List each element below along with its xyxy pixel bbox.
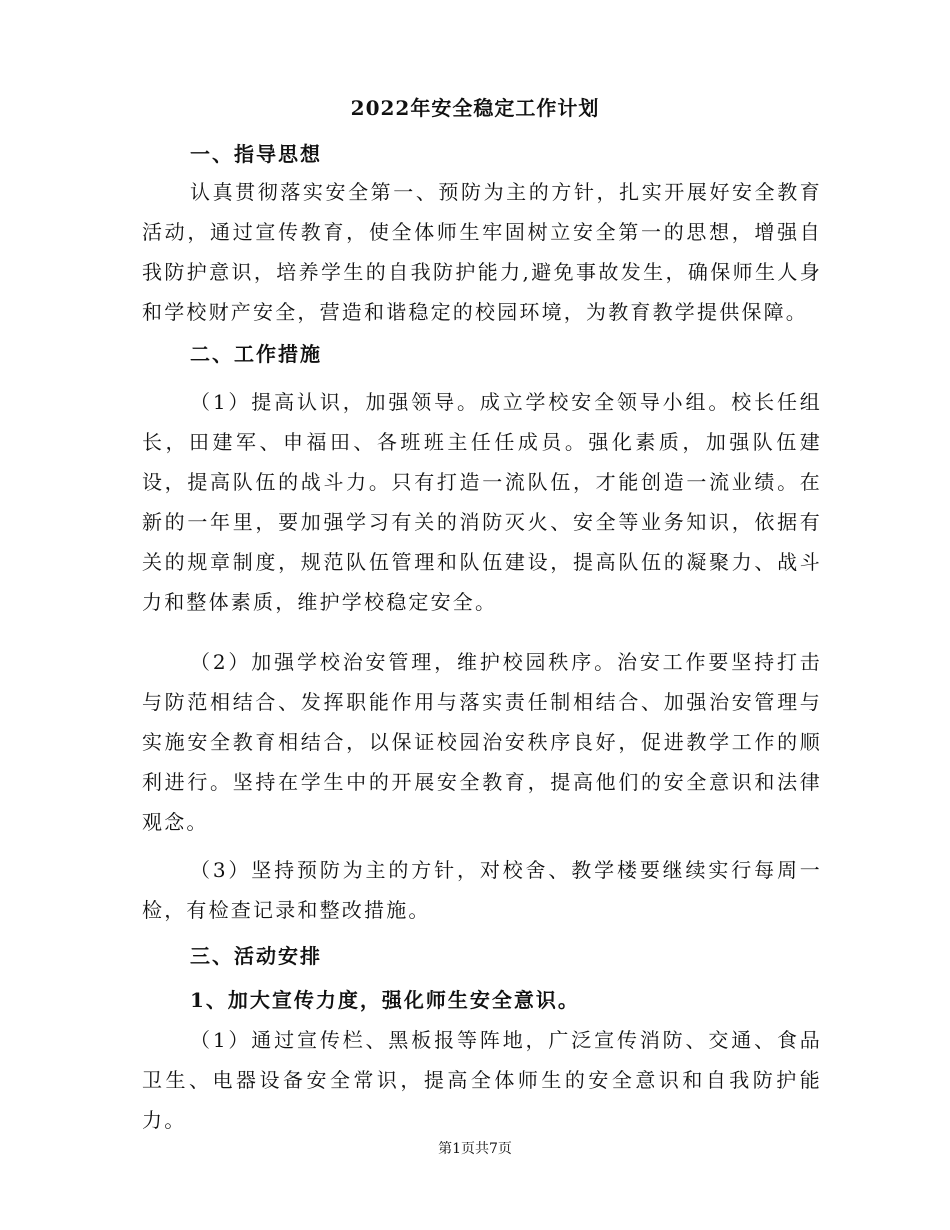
page-footer: 第1页共7页	[438, 1141, 512, 1157]
section-heading-guiding-ideology: 一、指导思想	[190, 142, 322, 166]
paragraph-measure-3: （3）坚持预防为主的方针，对校舍、教学楼要继续实行每周一检，有检查记录和整改措施。	[142, 858, 822, 922]
paragraph-measure-2: （2）加强学校治安管理，维护校园秩序。治安工作要坚持打击与防范相结合、发挥职能作用与落实责任制相结合、加强治安管理与实施安全教育相结合，以保证校园治安秩序良好，促进教学工作的顺利进行。坚持在学生中的开展安全教育，提高他们的安全意识和法律观念。	[142, 650, 822, 834]
section-heading-work-measures: 二、工作措施	[190, 342, 322, 366]
paragraph-guiding-ideology: 认真贯彻落实安全第一、预防为主的方针，扎实开展好安全教育活动，通过宣传教育，使全体师生牢固树立安全第一的思想，增强自我防护意识，培养学生的自我防护能力,避免事故发生，确保师生人身和学校财产安全，营造和谐稳定的校园环境，为教育教学提供保障。	[142, 180, 822, 324]
subheading-publicity: 1、加大宣传力度，强化师生安全意识。	[190, 988, 580, 1012]
section-heading-activities: 三、活动安排	[190, 944, 322, 968]
document-title: 2022年安全稳定工作计划	[350, 96, 600, 120]
paragraph-measure-1: （1）提高认识，加强领导。成立学校安全领导小组。校长任组长，田建军、申福田、各班班主任任成员。强化素质，加强队伍建设，提高队伍的战斗力。只有打造一流队伍，才能创造一流业绩。在新的一年里，要加强学习有关的消防灭火、安全等业务知识，依据有关的规章制度，规范队伍管理和队伍建设，提高队伍的凝聚力、战斗力和整体素质，维护学校稳定安全。	[142, 390, 822, 614]
paragraph-activity-1: （1）通过宣传栏、黑板报等阵地，广泛宣传消防、交通、食品卫生、电器设备安全常识，提高全体师生的安全意识和自我防护能力。	[142, 1028, 822, 1132]
